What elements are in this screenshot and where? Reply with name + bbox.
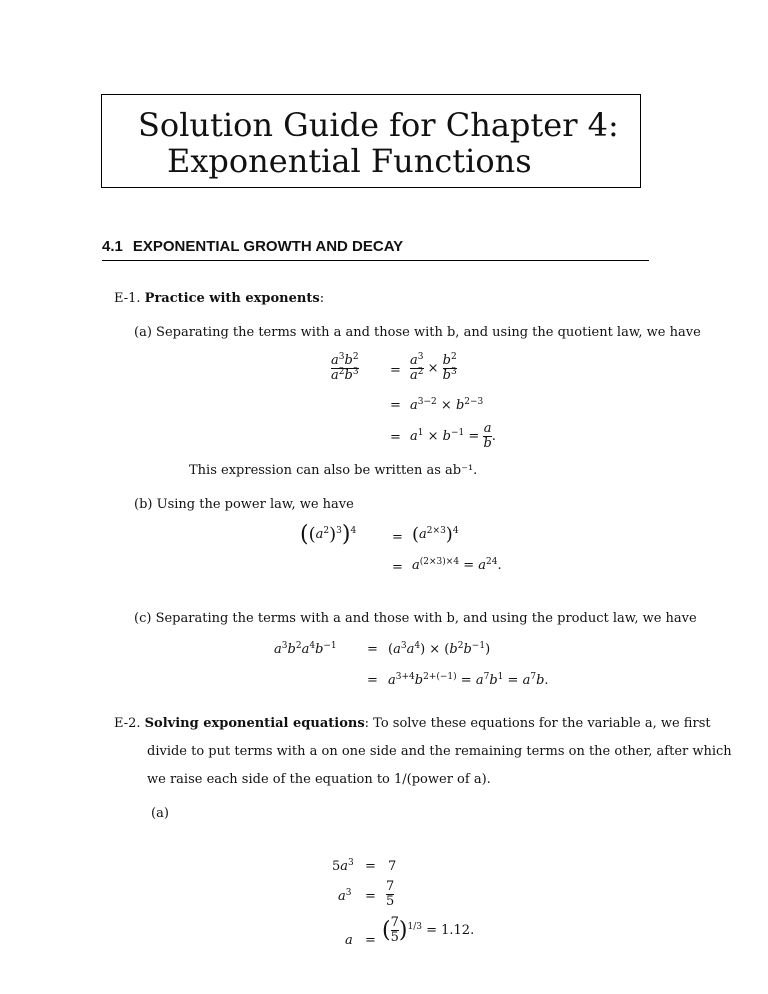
equals-sign: = [367,642,378,657]
equation-product-step2: $a^{3+4}b^{2+(-1)} = a^7b^1 = a^7b$. [388,672,549,688]
equation-solve-rhs2: $\frac{7}{5}$ [386,879,395,909]
part-a-note: This expression can also be written as ab⁻¹. [189,463,478,478]
equals-sign: = [392,530,403,545]
result-value: 1.12 [441,923,471,938]
exercise-e2-line-3: we raise each side of the equation to 1/(power of a). [147,772,491,787]
exercise-title: Practice with exponents [144,291,320,306]
equation-solve-lhs1: $5a^3$ [332,858,354,874]
part-c-intro: (c) Separating the terms with a and those with b, and using the product law, we have [134,611,697,626]
equation-solve-rhs3: ( $\frac{7}{5}$ )$^{1/3}$ = 1.12. [382,915,475,945]
equals-sign: = [365,933,376,948]
part-b-intro: (b) Using the power law, we have [134,497,354,512]
part-a-intro: (a) Separating the terms with a and those with b, and using the quotient law, we have [134,325,701,340]
section-title: EXPONENTIAL GROWTH AND DECAY [132,238,404,255]
section-heading [102,238,403,255]
title-line-2: Exponential Functions [167,142,532,180]
exercise-label: E-1. [114,291,141,306]
equation-power-lhs: $((a^2)^3)^4$ [300,522,357,547]
exercise-e1-heading: E-1. Practice with exponents: [114,291,325,306]
equation-quotient-step1: $\frac{a^3}{a^2}$ × $\frac{b^2}{b^3}$ [410,352,457,383]
equation-power-step1: $(a^{2\times 3})^4$ [412,524,459,545]
equals-sign: = [390,398,401,413]
title-box [101,94,641,188]
equation-product-lhs: $a^3b^2a^4b^{-1}$ [274,641,337,657]
equation-product-step1: $(a^3a^4) \times (b^2b^{-1})$ [388,641,491,657]
equation-solve-rhs1: 7 [388,859,397,874]
equals-sign: = [365,889,376,904]
equals-sign: = [367,673,378,688]
part-a-label: (a) [151,806,169,821]
equation-solve-lhs2: $a^3$ [338,888,352,904]
equation-quotient-lhs: $\frac{a^3b^2}{a^2b^3}$ [331,352,359,383]
equation-power-step2: $a^{(2\times 3)\times 4} = a^{24}$. [412,557,502,573]
exercise-e2-line-1: E-2. Solving exponential equations: To solve these equations for the variable a, we first [114,716,711,731]
equals-sign: = [390,363,401,378]
equals-sign: = [392,560,403,575]
equation-solve-lhs3: a [345,933,353,948]
equals-sign: = [390,430,401,445]
title-line-1: Solution Guide for Chapter 4: [138,106,619,144]
section-rule [102,260,649,261]
equals-sign: = [365,859,376,874]
equation-quotient-step2: $a^{3-2} \times b^{2-3}$ [410,397,484,413]
exercise-e2-line-2: divide to put terms with a on one side and the remaining terms on the other, after which [147,744,732,759]
section-number: 4.1 [102,238,123,255]
equation-quotient-step3: $a^1 \times b^{-1}$ = $\frac{a}{b}$ . [410,421,496,451]
